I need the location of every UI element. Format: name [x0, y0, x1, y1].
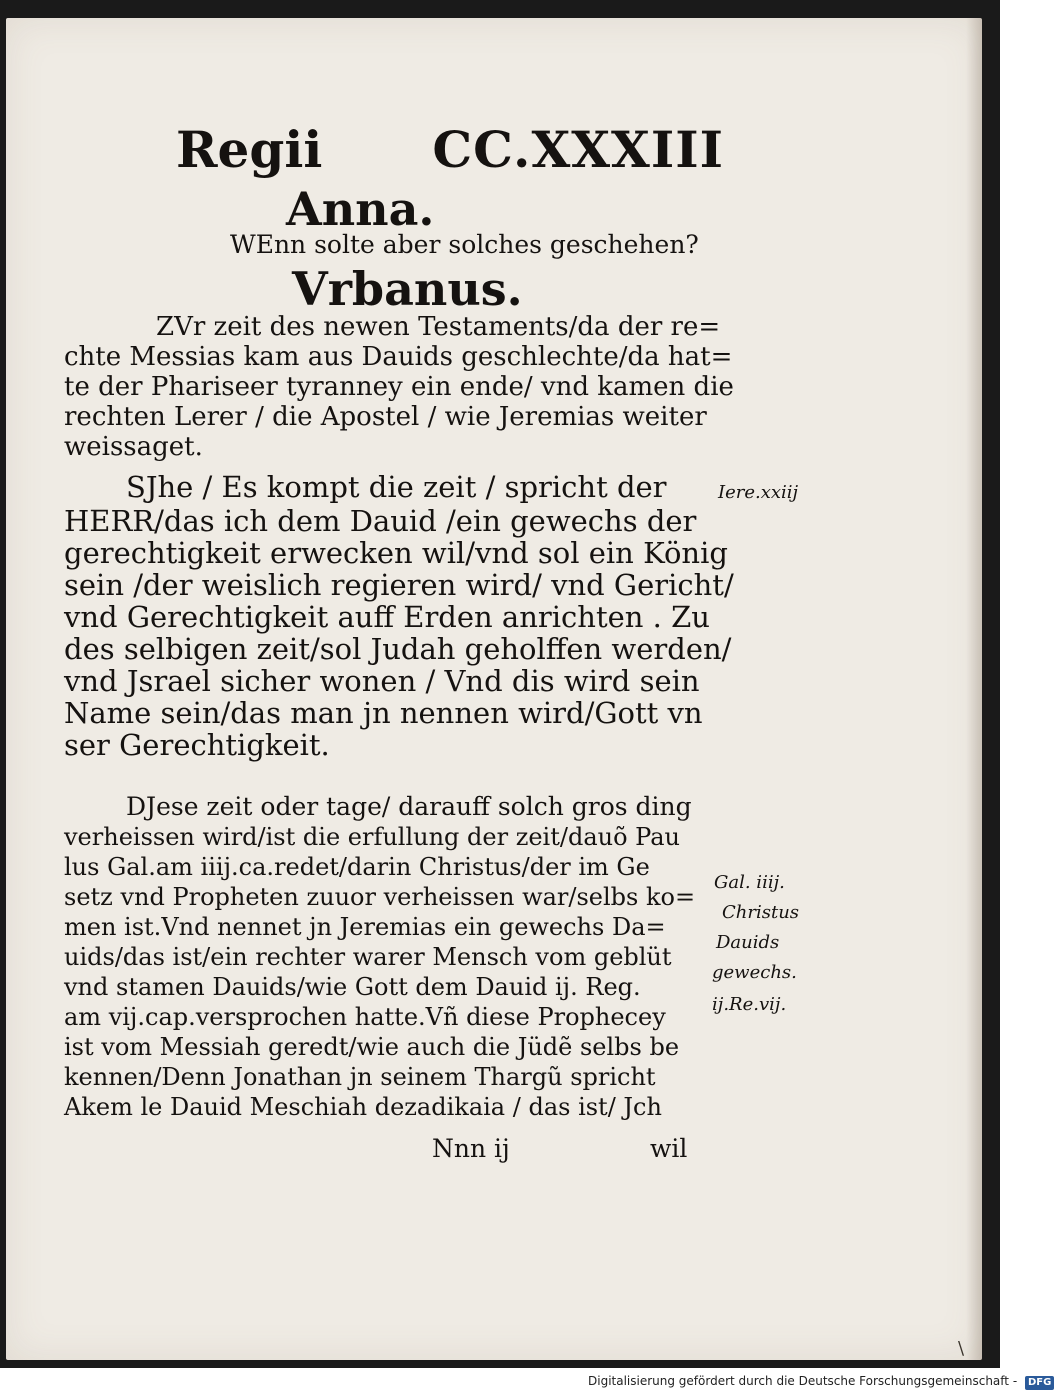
- text-line: ZVr zeit des newen Testaments/da der re=: [156, 312, 721, 342]
- signature-mark: Nnn ij: [432, 1134, 510, 1163]
- text-line: vnd Jsrael sicher wonen / Vnd dis wird sein: [64, 664, 700, 698]
- text-line: men ist.Vnd nennet jn Jeremias ein gewechs Da=: [64, 913, 666, 941]
- margin-note: Dauids: [716, 932, 780, 953]
- text-line: sein /der weislich regieren wird/ vnd Gericht/: [64, 568, 734, 602]
- text-line: weissaget.: [64, 432, 203, 462]
- speaker-anna: Anna.: [286, 182, 435, 236]
- running-title: Regii: [176, 120, 323, 179]
- corner-pen-mark: \: [958, 1338, 965, 1359]
- text-line: te der Phariseer tyranney ein ende/ vnd kamen die: [64, 372, 734, 402]
- margin-note: gewechs.: [712, 962, 797, 983]
- text-line: kennen/Denn Jonathan jn seinem Thargũ spricht: [64, 1063, 656, 1091]
- text-line: WEnn solte aber solches geschehen?: [230, 230, 699, 259]
- text-line: vnd Gerechtigkeit auff Erden anrichten . Zu: [64, 600, 710, 634]
- folio-number: CC.XXXIII: [432, 120, 724, 179]
- dfg-logo: DFG: [1025, 1376, 1054, 1390]
- text-line: HERR/das ich dem Dauid /ein gewechs der: [64, 504, 697, 538]
- text-line: lus Gal.am iiij.ca.redet/darin Christus/der im Ge: [64, 853, 650, 881]
- credit-text: Digitalisierung gefördert durch die Deutsche Forschungsgemeinschaft -: [588, 1374, 1018, 1388]
- text-line: ser Gerechtigkeit.: [64, 728, 330, 762]
- digitization-credit: [588, 1374, 1052, 1390]
- margin-note: ij.Re.vij.: [712, 994, 787, 1015]
- text-line: DJese zeit oder tage/ darauff solch gros ding: [126, 792, 692, 821]
- text-line: rechten Lerer / die Apostel / wie Jeremias weiter: [64, 402, 707, 432]
- margin-note: Iere.xxiij: [718, 482, 799, 503]
- text-line: chte Messias kam aus Dauids geschlechte/da hat=: [64, 342, 733, 372]
- running-header: [176, 120, 724, 190]
- text-line: gerechtigkeit erwecken wil/vnd sol ein König: [64, 536, 728, 570]
- speaker-urbanus: Vrbanus.: [292, 262, 523, 316]
- page-gutter-shadow: [966, 18, 982, 1360]
- text-line: SJhe / Es kompt die zeit / spricht der: [126, 470, 667, 504]
- text-line: vnd stamen Dauids/wie Gott dem Dauid ij. Reg.: [64, 973, 641, 1001]
- text-line: Name sein/das man jn nennen wird/Gott vn: [64, 696, 703, 730]
- text-line: am vij.cap.versprochen hatte.Vñ diese Prophecey: [64, 1003, 666, 1031]
- text-line: des selbigen zeit/sol Judah geholffen werden/: [64, 632, 732, 666]
- text-line: uids/das ist/ein rechter warer Mensch vom geblüt: [64, 943, 672, 971]
- margin-note: Gal. iiij.: [714, 872, 785, 893]
- text-line: setz vnd Propheten zuuor verheissen war/selbs ko=: [64, 883, 696, 911]
- catchword: wil: [650, 1134, 688, 1163]
- text-line: Akem le Dauid Meschiah dezadikaia / das ist/ Jch: [64, 1093, 662, 1121]
- text-line: verheissen wird/ist die erfullung der zeit/dauõ Pau: [64, 823, 681, 851]
- margin-note: Christus: [722, 902, 800, 923]
- text-line: ist vom Messiah geredt/wie auch die Jüdẽ selbs be: [64, 1033, 680, 1061]
